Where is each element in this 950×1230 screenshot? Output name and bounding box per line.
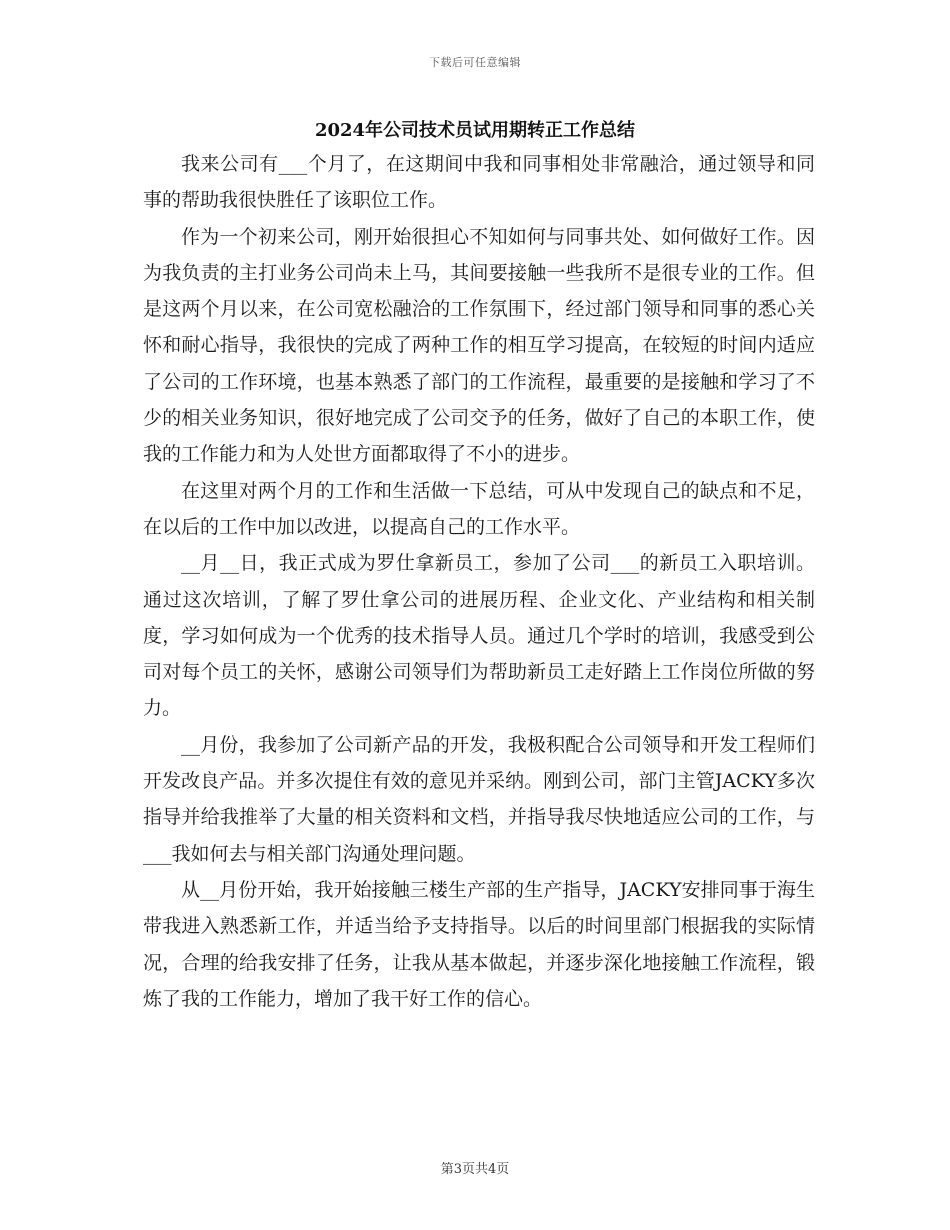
paragraph-5: __月份，我参加了公司新产品的开发，我极积配合公司领导和开发工程师们开发改良产品。并多次提住有效的意见并采纳。刚到公司，部门主管JACKY多次指导并给我推举了大量的相关资料和文档，并指导我尽快地适应公司的工作，与___我如何去与相关部门沟通处理问题。 — [143, 733, 815, 865]
header-note: 下载后可任意编辑 — [429, 56, 521, 69]
paragraph-4: __月__日，我正式成为罗仕拿新员工，参加了公司___的新员工入职培训。通过这次培训，了解了罗仕拿公司的进展历程、企业文化、产业结构和相关制度，学习如何成为一个优秀的技术指导人员。通过几个学时的培训，我感受到公司对每个员工的关怀，感谢公司领导们为帮助新员工走好踏上工作岗位所做的努力。 — [143, 552, 815, 720]
paragraph-3: 在这里对两个月的工作和生活做一下总结，可从中发现自己的缺点和不足，在以后的工作中加以改进，以提高自己的工作水平。 — [143, 479, 815, 538]
document-body — [143, 146, 815, 1017]
document-title: 2024年公司技术员试用期转正工作总结 — [314, 120, 636, 141]
paragraph-2: 作为一个初来公司，刚开始很担心不知如何与同事共处、如何做好工作。因为我负责的主打业务公司尚未上马，其间要接触一些我所不是很专业的工作。但是这两个月以来，在公司宽松融洽的工作氛围下，经过部门领导和同事的悉心关怀和耐心指导，我很快的完成了两种工作的相互学习提高，在较短的时间内适应了公司的工作环境，也基本熟悉了部门的工作流程，最重要的是接触和学习了不少的相关业务知识，很好地完成了公司交予的任务，做好了自己的本职工作，使我的工作能力和为人处世方面都取得了不小的进步。 — [143, 225, 815, 466]
paragraph-6: 从__月份开始，我开始接触三楼生产部的生产指导，JACKY安排同事于海生带我进入熟悉新工作，并适当给予支持指导。以后的时间里部门根据我的实际情况，合理的给我安排了任务，让我从基本做起，并逐步深化地接触工作流程，锻炼了我的工作能力，增加了我干好工作的信心。 — [143, 878, 815, 1010]
page-number: 第3页共4页 — [440, 1162, 510, 1177]
paragraph-1: 我来公司有___个月了，在这期间中我和同事相处非常融洽，通过领导和同事的帮助我很快胜任了该职位工作。 — [143, 153, 815, 212]
